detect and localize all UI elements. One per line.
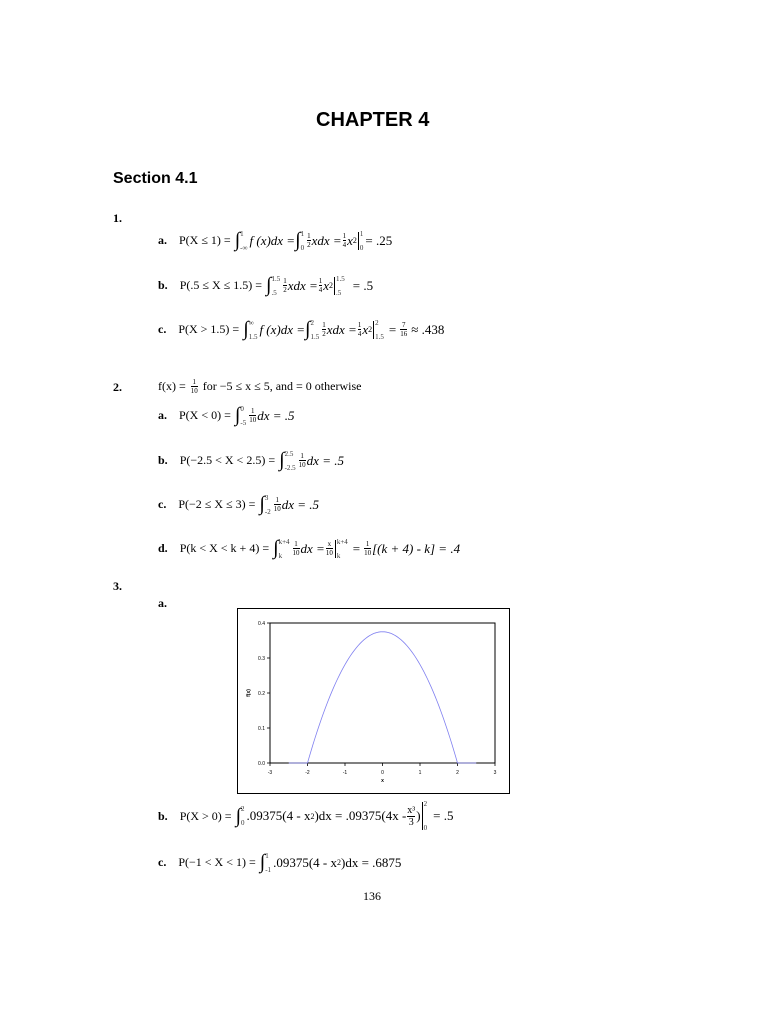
x-tick-label: 3 — [493, 770, 497, 776]
definition-prefix: f(x) = — [158, 379, 186, 393]
page-number: 136 — [363, 889, 381, 903]
evaluation-bar — [334, 277, 335, 295]
integrand: xdx = — [287, 277, 318, 293]
definition-suffix: for −5 ≤ x ≤ 5, and = 0 otherwise — [202, 379, 362, 393]
fraction: $\frac{\text{x³}}{3}$ — [407, 804, 416, 828]
x-tick-label: 0 — [381, 770, 384, 776]
problem-2b: b. P(−2.5 < X < 2.5) = ∫ 2.5 -2.5 $\frac{1}{10}$ dx = .5 — [158, 449, 344, 472]
probability-statement: P(−1 < X < 1) = — [178, 855, 256, 869]
item-label: b. — [158, 453, 168, 467]
item-label: a. — [158, 233, 167, 247]
problem-2c: c. P(−2 ≤ X ≤ 3) = ∫ 3 -2 $\frac{1}{10}$ dx = .5 — [158, 493, 319, 516]
fraction: $\frac{1}{2}$ — [283, 277, 287, 294]
result: = .5 — [352, 277, 374, 293]
fraction: $\frac{1}{10}$ — [249, 407, 257, 424]
evaluation-bar — [422, 802, 423, 830]
problem-2a: a. P(X < 0) = ∫ 0 -5 $\frac{1}{10}$ dx = .5 — [158, 404, 295, 427]
evaluation-bar — [335, 540, 336, 558]
result: dx = .5 — [306, 452, 344, 468]
problem-1b: b. P(.5 ≤ X ≤ 1.5) = ∫ 1.5 .5 $\frac{1}{2}$ xdx = $\frac{1}{4}$ x 2 1.5 .5 = .5 — [158, 274, 374, 297]
problem-2-number: 2. — [113, 380, 122, 394]
problem-1-number: 1. — [113, 211, 122, 225]
fraction: $\frac{1}{4}$ — [357, 321, 362, 338]
y-tick-label: 0.3 — [258, 656, 265, 662]
probability-statement: P(X > 1.5) = — [178, 322, 240, 336]
limit-upper: 1 — [300, 229, 305, 238]
integrand: f (x)dx = — [259, 321, 306, 337]
y-tick-label: 0.0 — [258, 761, 265, 767]
result: ≈ .438 — [411, 321, 445, 337]
integral-sign: ∫ — [279, 449, 285, 471]
problem-3c: c. P(−1 < X < 1) = ∫ 1 -1 .09375(4 - x 2 )dx = .6875 — [158, 851, 402, 874]
integrand: f (x)dx = — [249, 232, 296, 248]
density-plot — [237, 608, 510, 794]
problem-3b: b. P(X > 0) = ∫ 2 0 .09375(4 - x 2 )dx = .09375(4x - $\frac{\text{x³}}{3}$ ) 2 0 = .5 — [158, 800, 454, 832]
antiderivative: x — [362, 321, 369, 337]
integral-sign: ∫ — [243, 318, 249, 340]
result: )dx = .6875 — [340, 854, 402, 870]
fraction: $\frac{1}{10}$ — [298, 452, 306, 469]
item-label: a. — [158, 408, 167, 422]
limit-lower: -∞ — [240, 243, 248, 252]
probability-statement: P(−2 ≤ X ≤ 3) = — [178, 497, 256, 511]
item-label: c. — [158, 855, 167, 869]
integrand: .09375(4 - x — [273, 854, 337, 870]
x-tick-label: -2 — [305, 770, 310, 776]
y-axis-label: f(x) — [246, 689, 252, 697]
integral-sign: ∫ — [273, 537, 279, 559]
result: [(k + 4) - k] = .4 — [372, 540, 461, 556]
integrand: .09375(4 - x — [246, 808, 311, 823]
fraction: $\frac{1}{4}$ — [342, 232, 347, 249]
chapter-title: CHAPTER 4 — [316, 109, 430, 131]
integrand: xdx = — [311, 232, 342, 248]
limit-upper: 1 — [240, 229, 244, 238]
probability-statement: P(k < X < k + 4) = — [179, 541, 270, 555]
probability-statement: P(−2.5 < X < 2.5) = — [179, 453, 276, 467]
equals: = — [388, 321, 397, 337]
probability-statement: P(.5 ≤ X ≤ 1.5) = — [179, 278, 262, 292]
x-tick-label: 1 — [418, 770, 422, 776]
fraction: $\frac{1}{4}$ — [318, 277, 323, 294]
integrand: xdx = — [326, 321, 357, 337]
item-label: c. — [158, 322, 167, 336]
problem-2-definition — [158, 378, 361, 395]
y-tick-label: 0.1 — [258, 726, 265, 732]
x-tick-label: -1 — [342, 770, 348, 776]
evaluation-bar — [358, 232, 359, 250]
integral-sign: ∫ — [234, 404, 241, 426]
integral-sign: ∫ — [265, 274, 272, 296]
fraction: $\frac{1}{10}$ — [364, 540, 372, 557]
item-label: b. — [158, 808, 168, 823]
antiderivative: x — [347, 232, 353, 248]
integral-sign: ∫ — [259, 493, 265, 515]
integrand: dx = — [300, 540, 325, 556]
item-label: c. — [158, 497, 167, 511]
plot-area-border — [270, 623, 495, 763]
density-curve — [289, 632, 477, 763]
problem-3-number: 3. — [113, 579, 122, 593]
x-tick-label: -3 — [267, 770, 273, 776]
density-chart — [238, 609, 509, 793]
section-title: Section 4.1 — [113, 170, 198, 187]
fraction: $\frac{x}{10}$ — [325, 540, 333, 557]
result: dx = .5 — [257, 407, 295, 423]
y-tick-label: 0.2 — [258, 691, 265, 697]
integral-sign: ∫ — [259, 851, 266, 873]
equals: = — [352, 540, 361, 556]
result: = .25 — [365, 232, 393, 248]
fraction: $\frac{1}{2}$ — [322, 321, 326, 338]
evaluation-bar — [373, 321, 374, 339]
probability-statement: P(X ≤ 1) = — [179, 233, 231, 247]
integral-sign: ∫ — [295, 229, 301, 251]
fraction: $\frac{1}{10}$ — [190, 378, 198, 395]
result: dx = .5 — [281, 496, 319, 512]
problem-3a-label: a. — [158, 596, 167, 610]
result: = .5 — [433, 808, 454, 823]
x-tick-label: 2 — [456, 770, 459, 776]
fraction: $\frac{1}{10}$ — [292, 540, 300, 557]
fraction: $\frac{1}{10}$ — [273, 496, 281, 513]
problem-1c: c. P(X > 1.5) = ∫ ∞ 1.5 f (x)dx = ∫ 2 1.5 $\frac{1}{2}$ xdx = $\frac{1}{4}$ x 2 2 1.5 = $\frac{7}{16}$ ≈ .438 — [158, 318, 445, 341]
item-label: b. — [158, 278, 168, 292]
antiderivative: )dx = .09375(4x - — [314, 808, 407, 823]
integral-sign: ∫ — [235, 804, 242, 827]
y-tick-label: 0.4 — [258, 621, 265, 627]
integral-sign: ∫ — [234, 229, 241, 251]
x-axis-label: x — [381, 778, 384, 784]
fraction: $\frac{1}{2}$ — [307, 232, 311, 249]
item-label: d. — [158, 541, 168, 555]
probability-statement: P(X > 0) = — [179, 808, 232, 823]
problem-1a: a. P(X ≤ 1) = ∫ 1 -∞ f (x)dx = ∫ 1 0 $\frac{1}{2}$ xdx = $\frac{1}{4}$ x 2 1 0 = .25 — [158, 229, 393, 252]
integral-sign: ∫ — [305, 318, 311, 340]
fraction: $\frac{7}{16}$ — [400, 321, 408, 338]
limit-lower: 0 — [300, 243, 305, 252]
probability-statement: P(X < 0) = — [179, 408, 231, 422]
closing-paren: ) — [416, 808, 421, 823]
antiderivative: x — [323, 277, 330, 293]
problem-2d: d. P(k < X < k + 4) = ∫ k+4 k $\frac{1}{10}$ dx = $\frac{x}{10}$ k+4 k = $\frac{1}{10}$ [(k + 4) - k] = .4 — [158, 537, 461, 560]
